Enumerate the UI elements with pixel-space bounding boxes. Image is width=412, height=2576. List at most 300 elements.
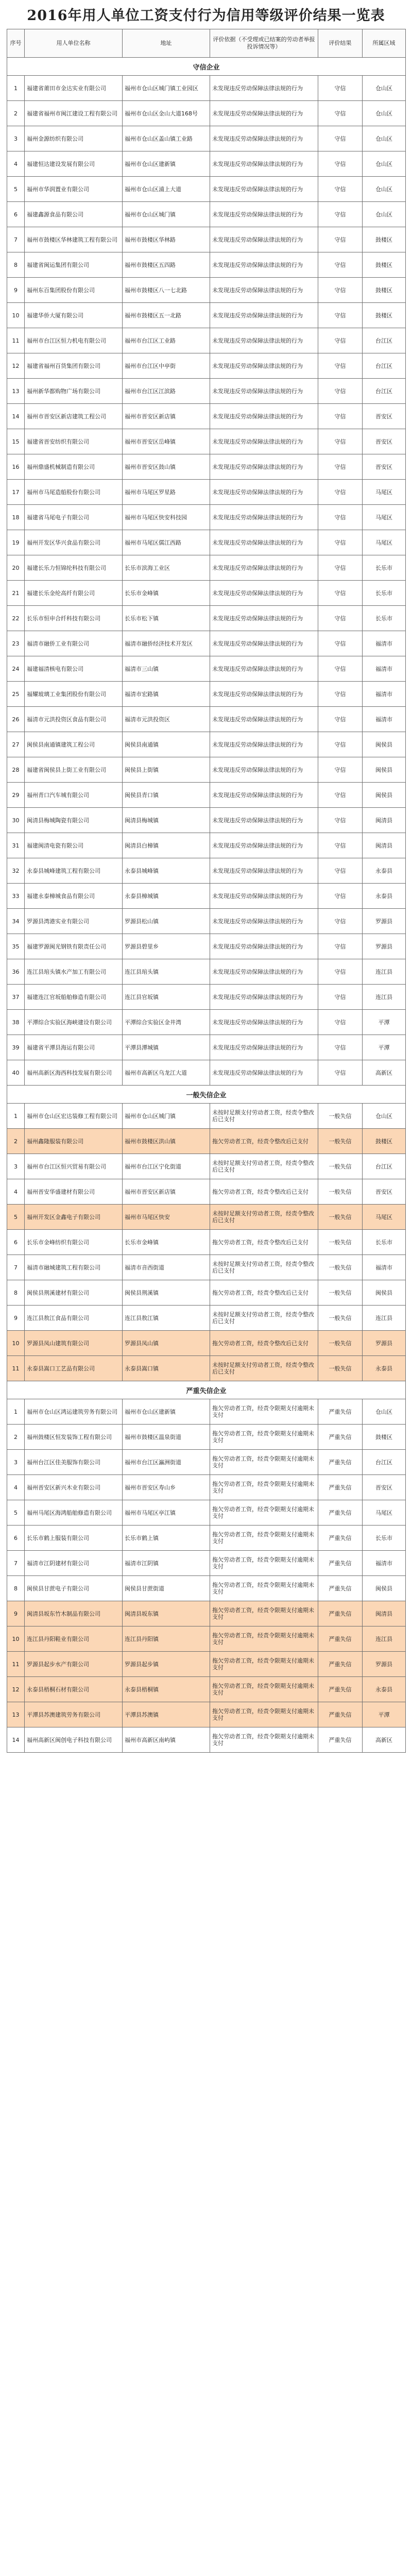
table-row <box>7 480 406 505</box>
employer-name: 福建罗源闽光钢铁有限责任公司 <box>25 934 123 959</box>
employer-name: 福清市融城建筑工程有限公司 <box>25 1255 123 1280</box>
section-label: 守信企业 <box>7 58 406 76</box>
district: 福清市 <box>363 631 406 656</box>
employer-address: 福州市仓山区城门镇 <box>123 202 210 227</box>
table-row <box>7 1500 406 1526</box>
rating-basis: 未发现违反劳动保障法律法规的行为 <box>210 404 318 429</box>
district: 仓山区 <box>363 1399 406 1425</box>
employer-name: 永泰县梧桐石材有限公司 <box>25 1677 123 1702</box>
employer-address: 连江县敖江镇 <box>123 1306 210 1331</box>
rating-basis: 未发现违反劳动保障法律法规的行为 <box>210 808 318 833</box>
row-number: 19 <box>7 530 25 555</box>
district: 闽侯县 <box>363 757 406 783</box>
row-number: 16 <box>7 454 25 480</box>
rating-basis: 未发现违反劳动保障法律法规的行为 <box>210 631 318 656</box>
rating-result: 守信 <box>318 808 363 833</box>
table-row <box>7 631 406 656</box>
rating-basis: 未发现违反劳动保障法律法规的行为 <box>210 353 318 379</box>
employer-name: 永泰县城峰建筑工程有限公司 <box>25 858 123 884</box>
rating-basis: 未发现违反劳动保障法律法规的行为 <box>210 858 318 884</box>
table-row <box>7 1154 406 1179</box>
employer-address: 闽侯县荆溪镇 <box>123 1280 210 1306</box>
district: 晋安区 <box>363 429 406 454</box>
row-number: 4 <box>7 151 25 177</box>
employer-name: 福清市融侨工业有限公司 <box>25 631 123 656</box>
rating-result: 一般失信 <box>318 1205 363 1230</box>
district: 连江县 <box>363 959 406 985</box>
employer-name: 福建闽清电瓷有限公司 <box>25 833 123 858</box>
employer-address: 福清市宏路镇 <box>123 682 210 707</box>
row-number: 10 <box>7 1626 25 1652</box>
district: 闽侯县 <box>363 783 406 808</box>
district: 平潭 <box>363 1702 406 1727</box>
row-number: 27 <box>7 732 25 757</box>
district: 长乐市 <box>363 555 406 581</box>
employer-address: 福州市仓山区城门镇工业园区 <box>123 76 210 101</box>
employer-address: 福州市鼓楼区洪山镇 <box>123 1129 210 1154</box>
rating-result: 守信 <box>318 1035 363 1060</box>
employer-address: 福州市鼓楼区华林路 <box>123 227 210 252</box>
rating-basis: 未发现违反劳动保障法律法规的行为 <box>210 884 318 909</box>
employer-name: 长乐市金峰纺织有限公司 <box>25 1230 123 1255</box>
row-number: 3 <box>7 1450 25 1475</box>
rating-basis: 拖欠劳动者工资，经责令整改后已支付 <box>210 1280 318 1306</box>
employer-address: 闽侯县南通镇 <box>123 732 210 757</box>
rating-basis: 未发现违反劳动保障法律法规的行为 <box>210 732 318 757</box>
employer-address: 福州市晋安区新店镇 <box>123 1179 210 1205</box>
row-number: 9 <box>7 1306 25 1331</box>
district: 马尾区 <box>363 1205 406 1230</box>
row-number: 11 <box>7 328 25 353</box>
district: 福清市 <box>363 682 406 707</box>
employer-address: 永泰县城峰镇 <box>123 858 210 884</box>
row-number: 1 <box>7 1399 25 1425</box>
row-number: 38 <box>7 1010 25 1035</box>
district: 马尾区 <box>363 1500 406 1526</box>
table-row <box>7 202 406 227</box>
rating-result: 一般失信 <box>318 1104 363 1129</box>
rating-basis: 拖欠劳动者工资，经责令限期支付逾期未支付 <box>210 1526 318 1551</box>
row-number: 4 <box>7 1475 25 1500</box>
employer-address: 闽清县梅城镇 <box>123 808 210 833</box>
table-row <box>7 1035 406 1060</box>
employer-name: 闽侯县荆溪建材有限公司 <box>25 1280 123 1306</box>
district: 鼓楼区 <box>363 252 406 278</box>
col-basis-header: 评价依据（不受理或已结案的劳动者举报投诉情况等） <box>210 29 318 58</box>
table-row <box>7 581 406 606</box>
rating-result: 一般失信 <box>318 1230 363 1255</box>
rating-basis: 拖欠劳动者工资，经责令限期支付逾期未支付 <box>210 1652 318 1677</box>
rating-result: 守信 <box>318 328 363 353</box>
employer-address: 长乐市金峰镇 <box>123 581 210 606</box>
employer-name: 闽清县梅城陶瓷有限公司 <box>25 808 123 833</box>
district: 连江县 <box>363 985 406 1010</box>
employer-address: 福州市仓山区建新镇 <box>123 151 210 177</box>
employer-name: 福州市马尾造船股份有限公司 <box>25 480 123 505</box>
table-row <box>7 808 406 833</box>
table-row <box>7 404 406 429</box>
table-row <box>7 833 406 858</box>
district: 平潭 <box>363 1035 406 1060</box>
rating-result: 守信 <box>318 606 363 631</box>
employer-address: 福州市台江区宁化街道 <box>123 1154 210 1179</box>
row-number: 3 <box>7 126 25 151</box>
rating-basis: 未发现违反劳动保障法律法规的行为 <box>210 934 318 959</box>
rating-result: 守信 <box>318 682 363 707</box>
rating-basis: 未发现违反劳动保障法律法规的行为 <box>210 202 318 227</box>
table-row <box>7 1526 406 1551</box>
employer-name: 福建华侨大厦有限公司 <box>25 303 123 328</box>
employer-name: 福州鑫隆服装有限公司 <box>25 1129 123 1154</box>
row-number: 2 <box>7 1425 25 1450</box>
table-header <box>7 29 406 58</box>
row-number: 36 <box>7 959 25 985</box>
row-number: 12 <box>7 353 25 379</box>
row-number: 11 <box>7 1356 25 1381</box>
rating-result: 守信 <box>318 1010 363 1035</box>
rating-basis: 拖欠劳动者工资，经责令限期支付逾期未支付 <box>210 1551 318 1576</box>
employer-address: 罗源县碧里乡 <box>123 934 210 959</box>
table-row <box>7 1551 406 1576</box>
employer-name: 福州青口汽车城有限公司 <box>25 783 123 808</box>
employer-name: 福州金源纺织有限公司 <box>25 126 123 151</box>
rating-result: 严重失信 <box>318 1551 363 1576</box>
row-number: 5 <box>7 177 25 202</box>
rating-result: 守信 <box>318 353 363 379</box>
rating-basis: 未按时足额支付劳动者工资，经责令整改后已支付 <box>210 1205 318 1230</box>
rating-basis: 未发现违反劳动保障法律法规的行为 <box>210 530 318 555</box>
rating-basis: 未发现违反劳动保障法律法规的行为 <box>210 606 318 631</box>
rating-basis: 拖欠劳动者工资，经责令整改后已支付 <box>210 1129 318 1154</box>
table-row <box>7 454 406 480</box>
row-number: 23 <box>7 631 25 656</box>
employer-address: 福州市鼓楼区八一七北路 <box>123 278 210 303</box>
rating-basis: 未发现违反劳动保障法律法规的行为 <box>210 682 318 707</box>
employer-address: 福州市马尾区亭江镇 <box>123 1500 210 1526</box>
employer-name: 罗源县湾港实业有限公司 <box>25 909 123 934</box>
district: 晋安区 <box>363 1475 406 1500</box>
section-header-row <box>7 1086 406 1104</box>
employer-name: 福建省马尾电子有限公司 <box>25 505 123 530</box>
employer-name: 连江县丹阳鞋业有限公司 <box>25 1626 123 1652</box>
row-number: 4 <box>7 1179 25 1205</box>
rating-basis: 未发现违反劳动保障法律法规的行为 <box>210 833 318 858</box>
employer-name: 福建省莆田市金达实业有限公司 <box>25 76 123 101</box>
table-row <box>7 1179 406 1205</box>
row-number: 40 <box>7 1060 25 1086</box>
row-number: 18 <box>7 505 25 530</box>
rating-basis: 未按时足额支付劳动者工资，经责令整改后已支付 <box>210 1306 318 1331</box>
employer-name: 永泰县嵩口工艺品有限公司 <box>25 1356 123 1381</box>
employer-address: 福州市鼓楼区五四路 <box>123 252 210 278</box>
rating-basis: 未发现违反劳动保障法律法规的行为 <box>210 505 318 530</box>
rating-basis: 未发现违反劳动保障法律法规的行为 <box>210 454 318 480</box>
district: 罗源县 <box>363 1331 406 1356</box>
rating-result: 守信 <box>318 833 363 858</box>
row-number: 13 <box>7 1702 25 1727</box>
rating-basis: 未发现违反劳动保障法律法规的行为 <box>210 379 318 404</box>
table-row <box>7 656 406 682</box>
rating-basis: 未发现违反劳动保障法律法规的行为 <box>210 581 318 606</box>
row-number: 10 <box>7 1331 25 1356</box>
row-number: 20 <box>7 555 25 581</box>
district: 仓山区 <box>363 1104 406 1129</box>
row-number: 1 <box>7 76 25 101</box>
employer-name: 福州东百集团股份有限公司 <box>25 278 123 303</box>
district: 长乐市 <box>363 1526 406 1551</box>
district: 仓山区 <box>363 151 406 177</box>
table-row <box>7 76 406 101</box>
table-row <box>7 682 406 707</box>
rating-basis: 未发现违反劳动保障法律法规的行为 <box>210 278 318 303</box>
row-number: 8 <box>7 252 25 278</box>
rating-basis: 未发现违反劳动保障法律法规的行为 <box>210 177 318 202</box>
employer-address: 福州市鼓楼区五一北路 <box>123 303 210 328</box>
rating-result: 守信 <box>318 303 363 328</box>
rating-basis: 未发现违反劳动保障法律法规的行为 <box>210 328 318 353</box>
table-row <box>7 858 406 884</box>
table-row <box>7 1727 406 1753</box>
row-number: 30 <box>7 808 25 833</box>
district: 仓山区 <box>363 177 406 202</box>
row-number: 28 <box>7 757 25 783</box>
rating-table <box>7 29 406 1753</box>
rating-result: 严重失信 <box>318 1399 363 1425</box>
district: 闽侯县 <box>363 1576 406 1601</box>
rating-basis: 未发现违反劳动保障法律法规的行为 <box>210 985 318 1010</box>
district: 永泰县 <box>363 884 406 909</box>
district: 高新区 <box>363 1727 406 1753</box>
rating-result: 一般失信 <box>318 1306 363 1331</box>
district: 福清市 <box>363 1551 406 1576</box>
district: 鼓楼区 <box>363 278 406 303</box>
employer-name: 平潭综合实验区海峡建设有限公司 <box>25 1010 123 1035</box>
row-number: 25 <box>7 682 25 707</box>
employer-name: 福建福清核电有限公司 <box>25 656 123 682</box>
employer-address: 福州市马尾区快安 <box>123 1205 210 1230</box>
employer-address: 福州市晋安区岳峰镇 <box>123 429 210 454</box>
rating-basis: 拖欠劳动者工资，经责令限期支付逾期未支付 <box>210 1475 318 1500</box>
rating-basis: 拖欠劳动者工资，经责令整改后已支付 <box>210 1230 318 1255</box>
rating-result: 严重失信 <box>318 1652 363 1677</box>
employer-name: 福建长乐力恒锦纶科技有限公司 <box>25 555 123 581</box>
employer-name: 福州市晋安区新店建筑工程公司 <box>25 404 123 429</box>
rating-result: 守信 <box>318 126 363 151</box>
row-number: 13 <box>7 379 25 404</box>
employer-name: 福建省平潭县海运有限公司 <box>25 1035 123 1060</box>
rating-basis: 未发现违反劳动保障法律法规的行为 <box>210 227 318 252</box>
rating-basis: 未发现违反劳动保障法律法规的行为 <box>210 757 318 783</box>
table-row <box>7 429 406 454</box>
rating-result: 守信 <box>318 404 363 429</box>
district: 高新区 <box>363 1060 406 1086</box>
rating-result: 守信 <box>318 177 363 202</box>
table-row <box>7 101 406 126</box>
district: 永泰县 <box>363 1356 406 1381</box>
employer-address: 福州市台江区中亭街 <box>123 353 210 379</box>
table-row <box>7 1331 406 1356</box>
rating-basis: 拖欠劳动者工资，经责令限期支付逾期未支付 <box>210 1425 318 1450</box>
rating-result: 严重失信 <box>318 1475 363 1500</box>
rating-result: 严重失信 <box>318 1425 363 1450</box>
table-row <box>7 126 406 151</box>
table-row <box>7 328 406 353</box>
employer-address: 福州市马尾区快安科技园 <box>123 505 210 530</box>
row-number: 24 <box>7 656 25 682</box>
employer-name: 福州市仓山区宏达装修工程有限公司 <box>25 1104 123 1129</box>
district: 晋安区 <box>363 1179 406 1205</box>
row-number: 3 <box>7 1154 25 1179</box>
employer-name: 福州晋安区新兴木业有限公司 <box>25 1475 123 1500</box>
rating-result: 守信 <box>318 656 363 682</box>
district: 晋安区 <box>363 454 406 480</box>
rating-result: 守信 <box>318 202 363 227</box>
district: 仓山区 <box>363 202 406 227</box>
table-row <box>7 505 406 530</box>
row-number: 9 <box>7 1601 25 1626</box>
employer-name: 福州市台江区恒兴贸易有限公司 <box>25 1154 123 1179</box>
rating-result: 守信 <box>318 858 363 884</box>
row-number: 2 <box>7 1129 25 1154</box>
row-number: 7 <box>7 1551 25 1576</box>
employer-address: 闽侯县青口镇 <box>123 783 210 808</box>
district: 罗源县 <box>363 1652 406 1677</box>
district: 马尾区 <box>363 480 406 505</box>
rating-basis: 未发现违反劳动保障法律法规的行为 <box>210 1010 318 1035</box>
table-row <box>7 1060 406 1086</box>
table-row <box>7 1356 406 1381</box>
district: 台江区 <box>363 328 406 353</box>
table-row <box>7 1677 406 1702</box>
row-number: 2 <box>7 101 25 126</box>
employer-name: 福州高新区闽创电子科技有限公司 <box>25 1727 123 1753</box>
rating-basis: 拖欠劳动者工资，经责令限期支付逾期未支付 <box>210 1677 318 1702</box>
employer-name: 连江县敖江食品有限公司 <box>25 1306 123 1331</box>
district: 仓山区 <box>363 76 406 101</box>
rating-result: 一般失信 <box>318 1154 363 1179</box>
rating-basis: 未发现违反劳动保障法律法规的行为 <box>210 303 318 328</box>
employer-address: 福州市晋安区鼓山镇 <box>123 454 210 480</box>
row-number: 26 <box>7 707 25 732</box>
row-number: 5 <box>7 1205 25 1230</box>
rating-result: 严重失信 <box>318 1500 363 1526</box>
row-number: 9 <box>7 278 25 303</box>
district: 闽清县 <box>363 808 406 833</box>
col-addr-header: 地址 <box>123 29 210 58</box>
district: 鼓楼区 <box>363 1129 406 1154</box>
rating-basis: 拖欠劳动者工资，经责令限期支付逾期未支付 <box>210 1626 318 1652</box>
employer-address: 福州市晋安区新店镇 <box>123 404 210 429</box>
employer-address: 福清市三山镇 <box>123 656 210 682</box>
rating-result: 严重失信 <box>318 1450 363 1475</box>
district: 晋安区 <box>363 404 406 429</box>
employer-name: 福州市台江区恒力机电有限公司 <box>25 328 123 353</box>
table-row <box>7 1205 406 1230</box>
employer-address: 闽清县白樟镇 <box>123 833 210 858</box>
rating-basis: 拖欠劳动者工资，经责令限期支付逾期未支付 <box>210 1702 318 1727</box>
employer-address: 平潭综合实验区金井湾 <box>123 1010 210 1035</box>
employer-address: 福州市晋安区寿山乡 <box>123 1475 210 1500</box>
rating-result: 严重失信 <box>318 1626 363 1652</box>
rating-result: 一般失信 <box>318 1179 363 1205</box>
rating-basis: 未发现违反劳动保障法律法规的行为 <box>210 101 318 126</box>
rating-basis: 未按时足额支付劳动者工资，经责令整改后已支付 <box>210 1154 318 1179</box>
table-row <box>7 1104 406 1129</box>
district: 连江县 <box>363 1626 406 1652</box>
row-number: 6 <box>7 1526 25 1551</box>
employer-address: 福州市台江区瀛洲街道 <box>123 1450 210 1475</box>
rating-result: 守信 <box>318 959 363 985</box>
district: 福清市 <box>363 1255 406 1280</box>
employer-name: 福建永泰樟城食品有限公司 <box>25 884 123 909</box>
table-row <box>7 884 406 909</box>
table-row <box>7 909 406 934</box>
rating-result: 守信 <box>318 379 363 404</box>
employer-address: 福清市江阴镇 <box>123 1551 210 1576</box>
employer-name: 福州市华润置业有限公司 <box>25 177 123 202</box>
rating-basis: 未发现违反劳动保障法律法规的行为 <box>210 151 318 177</box>
rating-result: 一般失信 <box>318 1356 363 1381</box>
district: 马尾区 <box>363 530 406 555</box>
employer-name: 福建鑫源食品有限公司 <box>25 202 123 227</box>
rating-result: 严重失信 <box>318 1727 363 1753</box>
row-number: 5 <box>7 1500 25 1526</box>
rating-result: 守信 <box>318 227 363 252</box>
district: 永泰县 <box>363 858 406 884</box>
district: 闽清县 <box>363 1601 406 1626</box>
rating-basis: 未发现违反劳动保障法律法规的行为 <box>210 252 318 278</box>
section-header-row <box>7 58 406 76</box>
rating-result: 守信 <box>318 76 363 101</box>
table-row <box>7 1399 406 1425</box>
table-row <box>7 934 406 959</box>
row-number: 8 <box>7 1280 25 1306</box>
district: 台江区 <box>363 1450 406 1475</box>
district: 鼓楼区 <box>363 1425 406 1450</box>
table-row <box>7 985 406 1010</box>
employer-name: 连江县琯头镇水产加工有限公司 <box>25 959 123 985</box>
table-row <box>7 757 406 783</box>
table-row <box>7 959 406 985</box>
employer-address: 福州市仓山区建新镇 <box>123 1399 210 1425</box>
employer-address: 福清市音西街道 <box>123 1255 210 1280</box>
district: 罗源县 <box>363 909 406 934</box>
district: 闽侯县 <box>363 732 406 757</box>
table-row <box>7 151 406 177</box>
employer-address: 永泰县樟城镇 <box>123 884 210 909</box>
employer-name: 闽清县坂东竹木制品有限公司 <box>25 1601 123 1626</box>
district: 闽侯县 <box>363 1280 406 1306</box>
table-row <box>7 606 406 631</box>
rating-result: 守信 <box>318 783 363 808</box>
rating-result: 严重失信 <box>318 1576 363 1601</box>
table-row <box>7 732 406 757</box>
employer-name: 长乐市鹤上服装有限公司 <box>25 1526 123 1551</box>
employer-address: 罗源县凤山镇 <box>123 1331 210 1356</box>
employer-address: 长乐市松下镇 <box>123 606 210 631</box>
employer-address: 平潭县潭城镇 <box>123 1035 210 1060</box>
col-rating-header: 评价结果 <box>318 29 363 58</box>
employer-name: 福州鼓楼区恒发装饰工程有限公司 <box>25 1425 123 1450</box>
employer-address: 闽清县坂东镇 <box>123 1601 210 1626</box>
rating-result: 守信 <box>318 505 363 530</box>
row-number: 32 <box>7 858 25 884</box>
row-number: 31 <box>7 833 25 858</box>
rating-basis: 拖欠劳动者工资，经责令限期支付逾期未支付 <box>210 1601 318 1626</box>
section-header-row <box>7 1381 406 1399</box>
employer-name: 福清市元洪投资区食品有限公司 <box>25 707 123 732</box>
rating-basis: 未发现违反劳动保障法律法规的行为 <box>210 1035 318 1060</box>
